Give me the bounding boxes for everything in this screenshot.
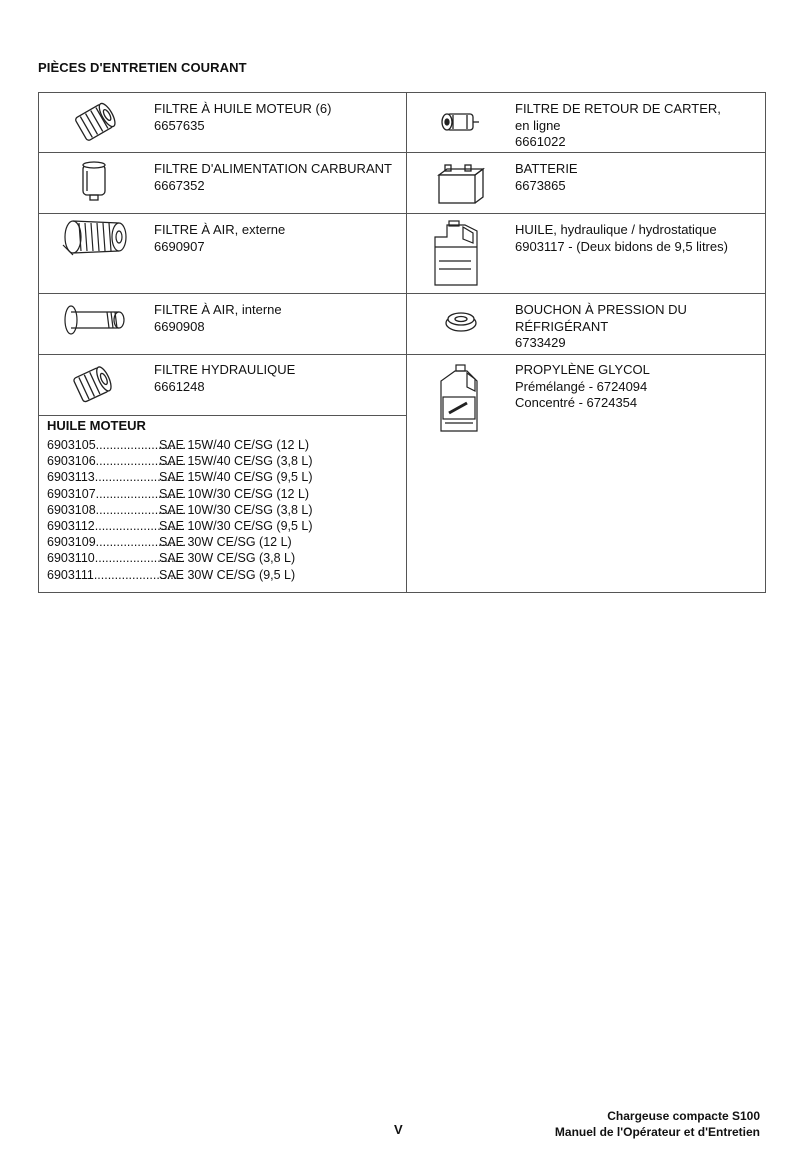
oil-code: 6903111.......................... xyxy=(47,567,185,582)
inner-air-filter-icon xyxy=(61,303,133,337)
list-item xyxy=(47,469,313,485)
list-item xyxy=(47,567,313,583)
part-name: FILTRE D'ALIMENTATION CARBURANT xyxy=(154,161,392,176)
oil-code: 6903110.......................... xyxy=(47,551,186,566)
oil-code: 6903105.......................... xyxy=(47,438,186,452)
list-item xyxy=(47,518,313,534)
oil-description: SAE 15W/40 CE/SG (9,5 L) xyxy=(159,470,313,485)
oil-code: 6903109.......................... xyxy=(47,535,186,550)
oil-code: 6903106.......................... xyxy=(47,454,186,469)
fuel-filter-icon xyxy=(79,159,109,203)
oil-description: SAE 10W/30 CE/SG (3,8 L) xyxy=(159,502,313,517)
part-name: FILTRE À AIR, interne xyxy=(154,302,282,317)
row-divider xyxy=(39,152,765,153)
part-number: 6667352 xyxy=(154,177,205,193)
coolant-jug-icon xyxy=(437,363,481,435)
oil-jug-icon xyxy=(431,221,481,289)
list-item xyxy=(47,437,313,453)
oil-description: SAE 30W CE/SG (12 L) xyxy=(159,535,292,550)
part-number: 6690908 xyxy=(154,318,205,334)
footer-title xyxy=(555,1108,760,1140)
part-name: BATTERIE xyxy=(515,161,578,176)
inline-filter-icon xyxy=(439,107,483,137)
part-number: 6661022 xyxy=(515,134,566,149)
part-name: PROPYLÈNE GLYCOL xyxy=(515,362,650,377)
part-variant: Prémélangé - 6724094 xyxy=(515,378,648,394)
battery-icon xyxy=(435,161,487,207)
part-number: 6690907 xyxy=(154,238,205,254)
oil-code: 6903113.......................... xyxy=(47,470,186,485)
oil-description: SAE 15W/40 CE/SG (12 L) xyxy=(159,438,310,452)
list-item xyxy=(47,453,313,469)
part-number: 6733429 xyxy=(515,335,566,350)
part-number: 6903117 - (Deux bidons de 9,5 litres) xyxy=(515,238,728,254)
list-item xyxy=(47,534,313,550)
part-name: FILTRE À AIR, externe xyxy=(154,222,286,237)
section-heading: PIÈCES D'ENTRETIEN COURANT xyxy=(38,60,247,75)
part-name: FILTRE HYDRAULIQUE xyxy=(154,362,296,377)
oil-description: SAE 30W CE/SG (9,5 L) xyxy=(159,567,296,582)
footer-manual: Manuel de l'Opérateur et d'Entretien xyxy=(554,1125,760,1139)
part-name: FILTRE DE RETOUR DE CARTER, xyxy=(515,101,721,116)
part-variant: Concentré - 6724354 xyxy=(515,395,638,410)
row-divider xyxy=(39,293,765,294)
oil-code: 6903112.......................... xyxy=(47,519,186,534)
row-divider xyxy=(39,213,765,214)
footer-product: Chargeuse compacte S100 xyxy=(607,1109,760,1123)
oil-code: 6903107.......................... xyxy=(47,486,186,501)
outer-air-filter-icon xyxy=(61,217,133,257)
part-number: 6657635 xyxy=(154,117,205,133)
pressure-cap-icon xyxy=(443,307,479,335)
hydraulic-filter-icon xyxy=(67,361,119,407)
parts-table xyxy=(38,92,766,593)
part-name: BOUCHON À PRESSION DU xyxy=(515,302,687,317)
oil-description: SAE 10W/30 CE/SG (12 L) xyxy=(159,486,310,501)
part-name: FILTRE À HUILE MOTEUR (6) xyxy=(154,101,332,116)
part-name-detail: RÉFRIGÉRANT xyxy=(515,318,609,334)
engine-oil-title: HUILE MOTEUR xyxy=(47,418,146,433)
part-name: HUILE, hydraulique / hydrostatique xyxy=(515,222,717,237)
oil-description: SAE 15W/40 CE/SG (3,8 L) xyxy=(159,454,313,469)
part-number: 6673865 xyxy=(515,177,566,193)
list-item xyxy=(47,550,313,566)
part-number: 6661248 xyxy=(154,378,205,394)
list-item xyxy=(47,502,313,518)
oil-filter-icon xyxy=(69,99,121,145)
engine-oil-list xyxy=(47,437,313,583)
part-name-detail: en ligne xyxy=(515,117,561,133)
oil-description: SAE 10W/30 CE/SG (9,5 L) xyxy=(159,519,313,534)
page-number: V xyxy=(394,1122,403,1137)
row-divider xyxy=(39,354,765,355)
row-divider xyxy=(39,415,406,416)
column-divider xyxy=(406,93,407,592)
oil-code: 6903108.......................... xyxy=(47,502,186,517)
list-item xyxy=(47,486,313,502)
oil-description: SAE 30W CE/SG (3,8 L) xyxy=(159,551,296,566)
